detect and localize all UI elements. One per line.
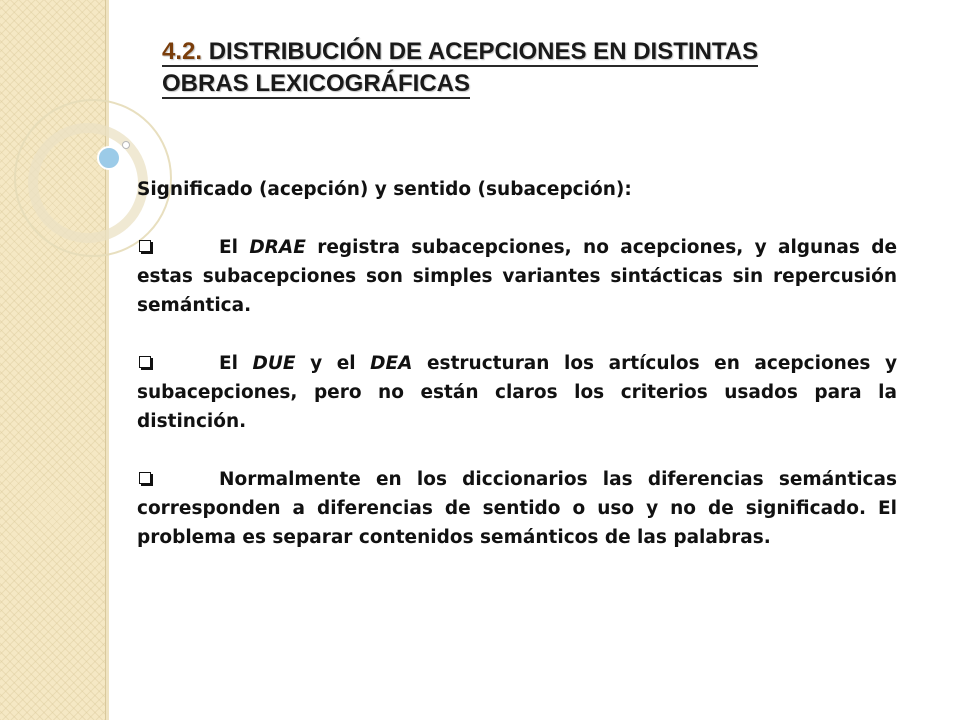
title-line-1: [162, 36, 922, 68]
blue-dot: [98, 147, 120, 169]
item-1-pre: El: [219, 237, 250, 258]
item-2-pre: El: [219, 353, 253, 374]
slide-title: [162, 36, 922, 100]
bullet-item-2: [137, 349, 897, 436]
item-1-em: DRAE: [249, 237, 306, 258]
title-line-2: [162, 68, 922, 100]
title-text-1: DISTRIBUCIÓN DE ACEPCIONES EN DISTINTAS: [208, 38, 759, 65]
title-text-2: OBRAS LEXICOGRÁFICAS: [162, 70, 471, 97]
title-number: 4.2.: [162, 38, 203, 65]
item-2-em1: DUE: [252, 353, 296, 374]
item-2-post: estructuran los artículos en acepciones y subacepciones, pero no están claros los criterios usados para la distinción.: [137, 353, 898, 432]
item-3-text: Normalmente en los diccionarios las diferencias semánticas corresponden a diferencias de sentido o uso y no de significado. El problema es separar contenidos semánticos de las palabras.: [137, 469, 897, 548]
small-dot: [123, 142, 130, 149]
checkbox-bullet-icon: [139, 472, 151, 484]
intro-text: Significado (acepción) y sentido (subacepción):: [137, 179, 632, 200]
item-1-post: registra subacepciones, no acepciones, y algunas de estas subacepciones son simples variantes sintácticas sin repercusión semántica.: [137, 237, 897, 316]
checkbox-bullet-icon: [139, 356, 151, 368]
bullet-item-1: [137, 233, 897, 320]
bullet-item-3: [137, 465, 897, 552]
item-2-mid: y el: [295, 353, 371, 374]
item-2-em2: DEA: [370, 353, 413, 374]
slide-content: [137, 175, 897, 552]
checkbox-bullet-icon: [139, 240, 151, 252]
